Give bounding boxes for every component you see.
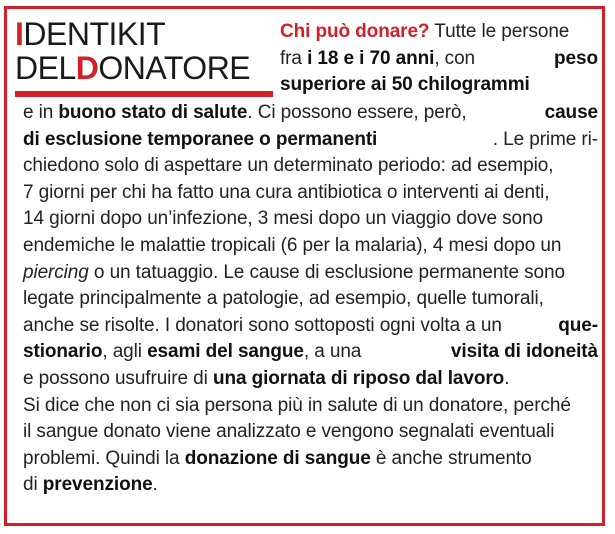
body-paragraph — [23, 100, 598, 520]
body-line-5: 14 giorni dopo un’infezione, 3 mesi dopo un viaggio dove sono — [23, 208, 543, 230]
body-line-10: stionario, agli esami del sangue, a una visita di idoneità — [23, 341, 598, 363]
intro-line-1: Chi può donare? Tutte le persone — [280, 21, 570, 42]
body-line-14: problemi. Quindi la donazione di sangue è anche strumento — [23, 447, 532, 469]
intro-line-2: fra i 18 e i 70 anni, con peso — [280, 47, 598, 69]
body-line-9: anche se risolte. I donatori sono sottoposti ogni volta a un que- — [23, 314, 598, 336]
title-line-2 — [15, 51, 273, 85]
title-word-onatore: ONATORE — [98, 50, 251, 86]
body-line-12: Si dice che non ci sia persona più in salute di un donatore, perché — [23, 394, 571, 416]
title-line-1 — [15, 17, 273, 51]
body-line-3: chiedono solo di aspettare un determinato periodo: ad esempio, — [23, 155, 554, 177]
body-line-1: e in buono stato di salute. Ci possono essere, però, cause — [23, 102, 598, 123]
title-block — [15, 17, 273, 97]
question-heading: Chi può donare? — [280, 21, 430, 42]
body-line-11: e possono usufruire di una giornata di riposo dal lavoro. — [23, 367, 510, 389]
body-line-13: il sangue donato viene analizzato e vengono segnalati eventuali — [23, 421, 555, 443]
title-initial-i: I — [15, 16, 24, 52]
weight-requirement: superiore ai 50 chilogrammi — [280, 74, 530, 96]
body-line-4: 7 giorni per chi ha fatto una cura antibiotica o interventi ai denti, — [23, 181, 550, 203]
body-line-15: di prevenzione. — [23, 474, 158, 496]
title-word-dentikit: DENTIKIT — [23, 16, 166, 52]
body-line-2: di esclusione temporanee o permanenti . Le prime ri- — [23, 128, 598, 150]
title-word-del: DEL — [15, 50, 76, 86]
body-line-7: piercing o un tatuaggio. Le cause di esclusione permanente sono — [23, 261, 565, 283]
body-line-6: endemiche le malattie tropicali (6 per la malaria), 4 mesi dopo un — [23, 234, 562, 256]
title-underline — [15, 91, 273, 97]
info-box — [4, 6, 605, 526]
title-initial-d: D — [75, 50, 99, 86]
body-line-8: legate principalmente a patologie, ad esempio, quelle tumorali, — [23, 288, 544, 310]
age-range: i 18 e i 70 anni — [307, 47, 435, 69]
intro-line-3 — [280, 72, 598, 99]
intro-paragraph — [280, 19, 598, 99]
